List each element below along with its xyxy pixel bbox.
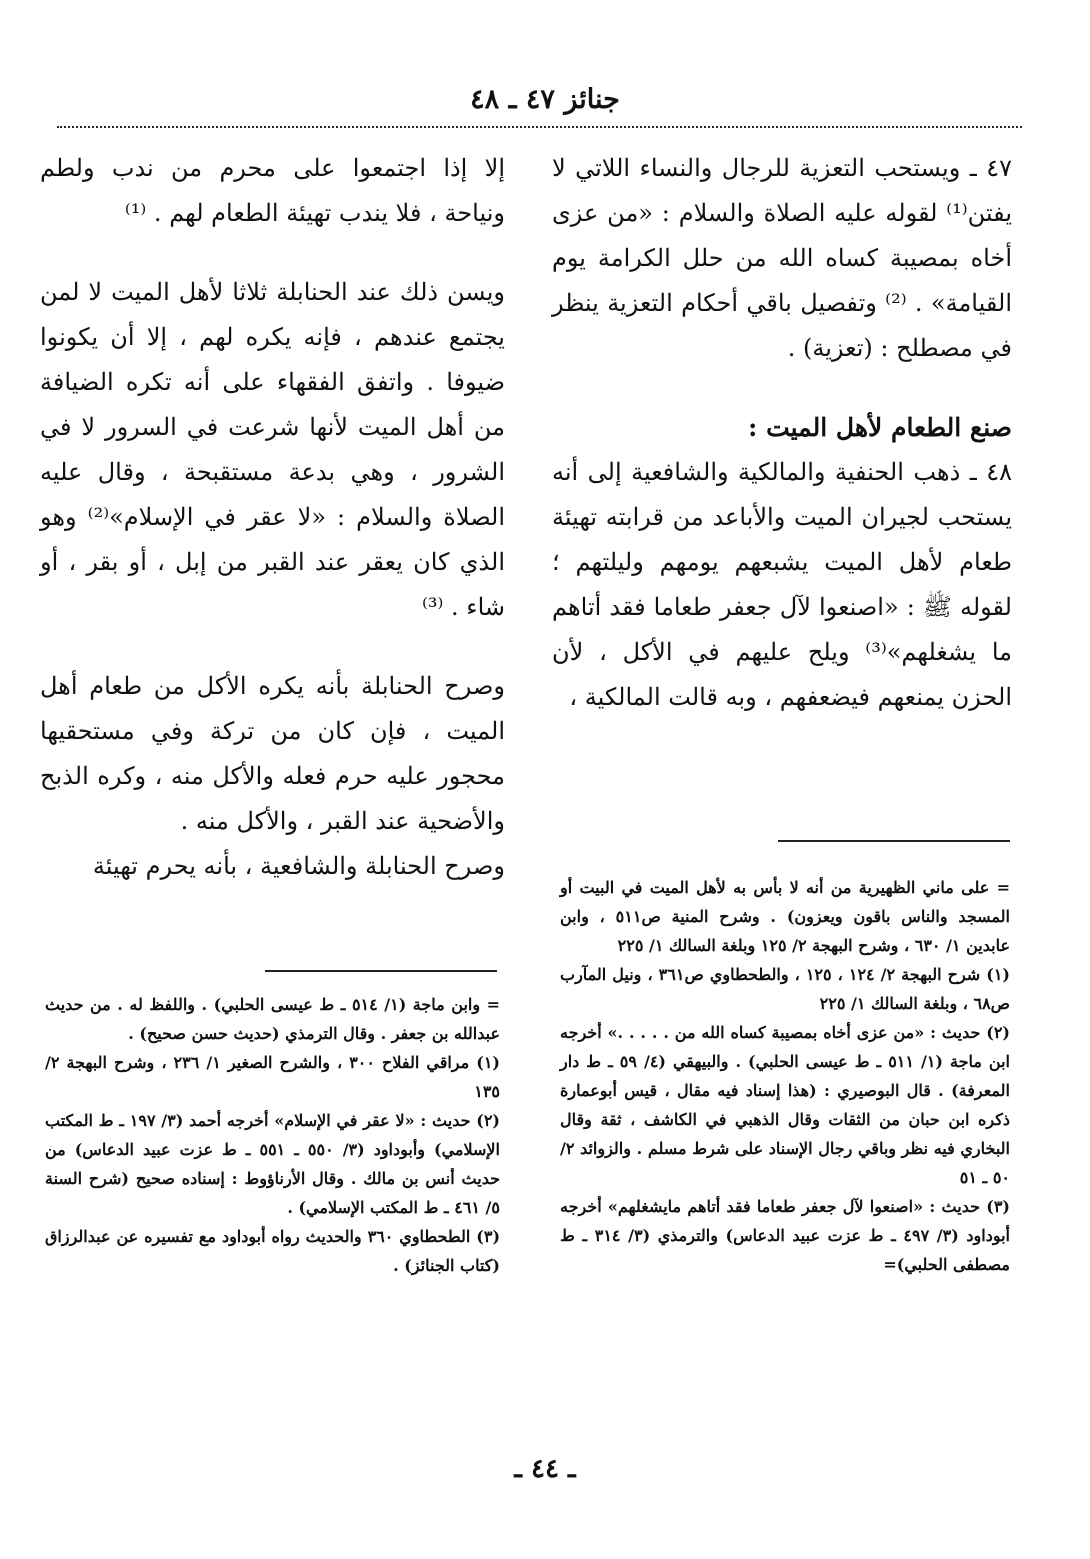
paragraph-left-1: إلا إذا اجتمعوا على محرم من ندب ولطم ونياحة ، فلا يندب تهيئة الطعام لهم . ⁽¹⁾ xyxy=(32,154,505,227)
footnote-divider-right xyxy=(778,840,1010,842)
paragraph-47: ٤٧ ـ ويستحب التعزية للرجال والنساء اللاتي لا يفتن⁽¹⁾ لقوله عليه الصلاة والسلام : «من عزى أخاه بمصيبة كساه الله من حلل الكرامة يوم القيامة» . ⁽²⁾ وتفصيل باقي أحكام التعزية ينظر في مصطلح : (تعزية) . xyxy=(544,154,1012,362)
paragraph-48: ٤٨ ـ ذهب الحنفية والمالكية والشافعية إلى أنه يستحب لجيران الميت والأباعد من قرابته تهيئة طعام لأهل الميت يشبعهم يومهم وليلتهم ؛ لقوله ﷺ : «اصنعوا لآل جعفر طعاما فقد أتاهم ما يشغلهم»⁽³⁾ ويلح عليهم في الأكل ، لأن الحزن يمنعهم فيضعفهم ، وبه قالت المالكية ، xyxy=(544,458,1012,711)
footnote: (١) مراقي الفلاح ٣٠٠ ، والشرح الصغير ١/ ٢٣٦ ، وشرح البهجة ٢/ ١٣٥ xyxy=(39,1053,500,1101)
footnote: (١) شرح البهجة ٢/ ١٢٤ ، ١٢٥ ، والطحطاوي ص٣٦١ ، ونيل المآرب ص٦٨ ، وبلغة السالك ١/ ٢٢٥ xyxy=(554,965,1010,1013)
footnote: = وابن ماجة (١/ ٥١٤ ـ ط عيسى الحلبي) . واللفظ له . من حديث عبدالله بن جعفر . وقال الترمذي (حديث حسن صحيح) . xyxy=(39,995,501,1043)
footnote: (٢) حديث : «لا عقر في الإسلام» أخرجه أحمد (٣/ ١٩٧ ـ ط المكتب الإسلامي) وأبوداود (٣/ ٥٥٠ ـ ٥٥١ ـ ط عزت عبيد الدعاس) من حديث أنس بن مالك . وقال الأرناؤوط : إسناده صحيح (شرح السنة ٥/ ٤٦١ ـ ط المكتب الإسلامي) . xyxy=(39,1111,501,1217)
left-column xyxy=(32,146,506,889)
header-divider xyxy=(57,126,1022,128)
footnote-divider-left xyxy=(265,970,497,972)
right-column xyxy=(544,146,1012,720)
page-number: ـ ٤٤ ـ xyxy=(514,1454,576,1484)
footnotes-left xyxy=(39,990,501,1280)
footnotes-right xyxy=(554,873,1011,1279)
footnote: (٢) حديث : «من عزى أخاه بمصيبة كساه الله من . . . . .» أخرجه ابن ماجة (١/ ٥١١ ـ ط عيسى الحلبي) . والبيهقي (٤/ ٥٩ ـ ط دار المعرفة) . قال البوصيري : (هذا إسناد فيه مقال ، قيس أبوعمارة ذكره ابن حبان من الثقات وقال الذهبي في الكاشف ، ثقة وقال البخاري فيه نظر وباقي رجال الإسناد على شرط مسلم . والزوائد ٢/ ٥٠ ـ ٥١ xyxy=(554,1023,1011,1187)
paragraph-left-3: وصرح الحنابلة بأنه يكره الأكل من طعام أهل الميت ، فإن كان من تركة وفي مستحقيها محجور عليه حرم فعله والأكل منه ، وكره الذبح والأضحية عند القبر ، والأكل منه . xyxy=(32,672,506,835)
footnote: (٣) حديث : «اصنعوا لآل جعفر طعاما فقد أتاهم مايشغلهم» أخرجه أبوداود (٣/ ٤٩٧ ـ ط عزت عبيد الدعاس) والترمذي (٣/ ٣١٤ ـ ط مصطفى الحلبي)= xyxy=(554,1197,1011,1274)
footnote: = على ماني الظهيرية من أنه لا بأس به لأهل الميت في البيت أو المسجد والناس باقون ويعزون) . وشرح المنية ص٥١١ ، وابن عابدين ١/ ٦٣٠ ، وشرح البهجة ٢/ ١٢٥ وبلغة السالك ١/ ٢٢٥ xyxy=(554,878,1011,955)
footnote: (٣) الطحطاوي ٣٦٠ والحديث رواه أبوداود مع تفسيره عن عبدالرزاق (كتاب الجنائز) . xyxy=(39,1227,501,1275)
paragraph-left-2: ويسن ذلك عند الحنابلة ثلاثا لأهل الميت لا لمن يجتمع عندهم ، فإنه يكره لهم ، إلا أن يكونوا ضيوفا . واتفق الفقهاء على أنه تكره الضيافة من أهل الميت لأنها شرعت في السرور لا في الشرور ، وهي بدعة مستقبحة ، وقال عليه الصلاة والسلام : «لا عقر في الإسلام»⁽²⁾ وهو الذي كان يعقر عند القبر من إبل ، أو بقر ، أو شاء . ⁽³⁾ xyxy=(32,278,505,621)
page-header-title: جنائز ٤٧ ـ ٤٨ xyxy=(470,84,620,115)
paragraph-left-4: وصرح الحنابلة والشافعية ، بأنه يحرم تهيئة xyxy=(92,852,505,880)
section-heading: صنع الطعام لأهل الميت : xyxy=(748,413,1012,442)
